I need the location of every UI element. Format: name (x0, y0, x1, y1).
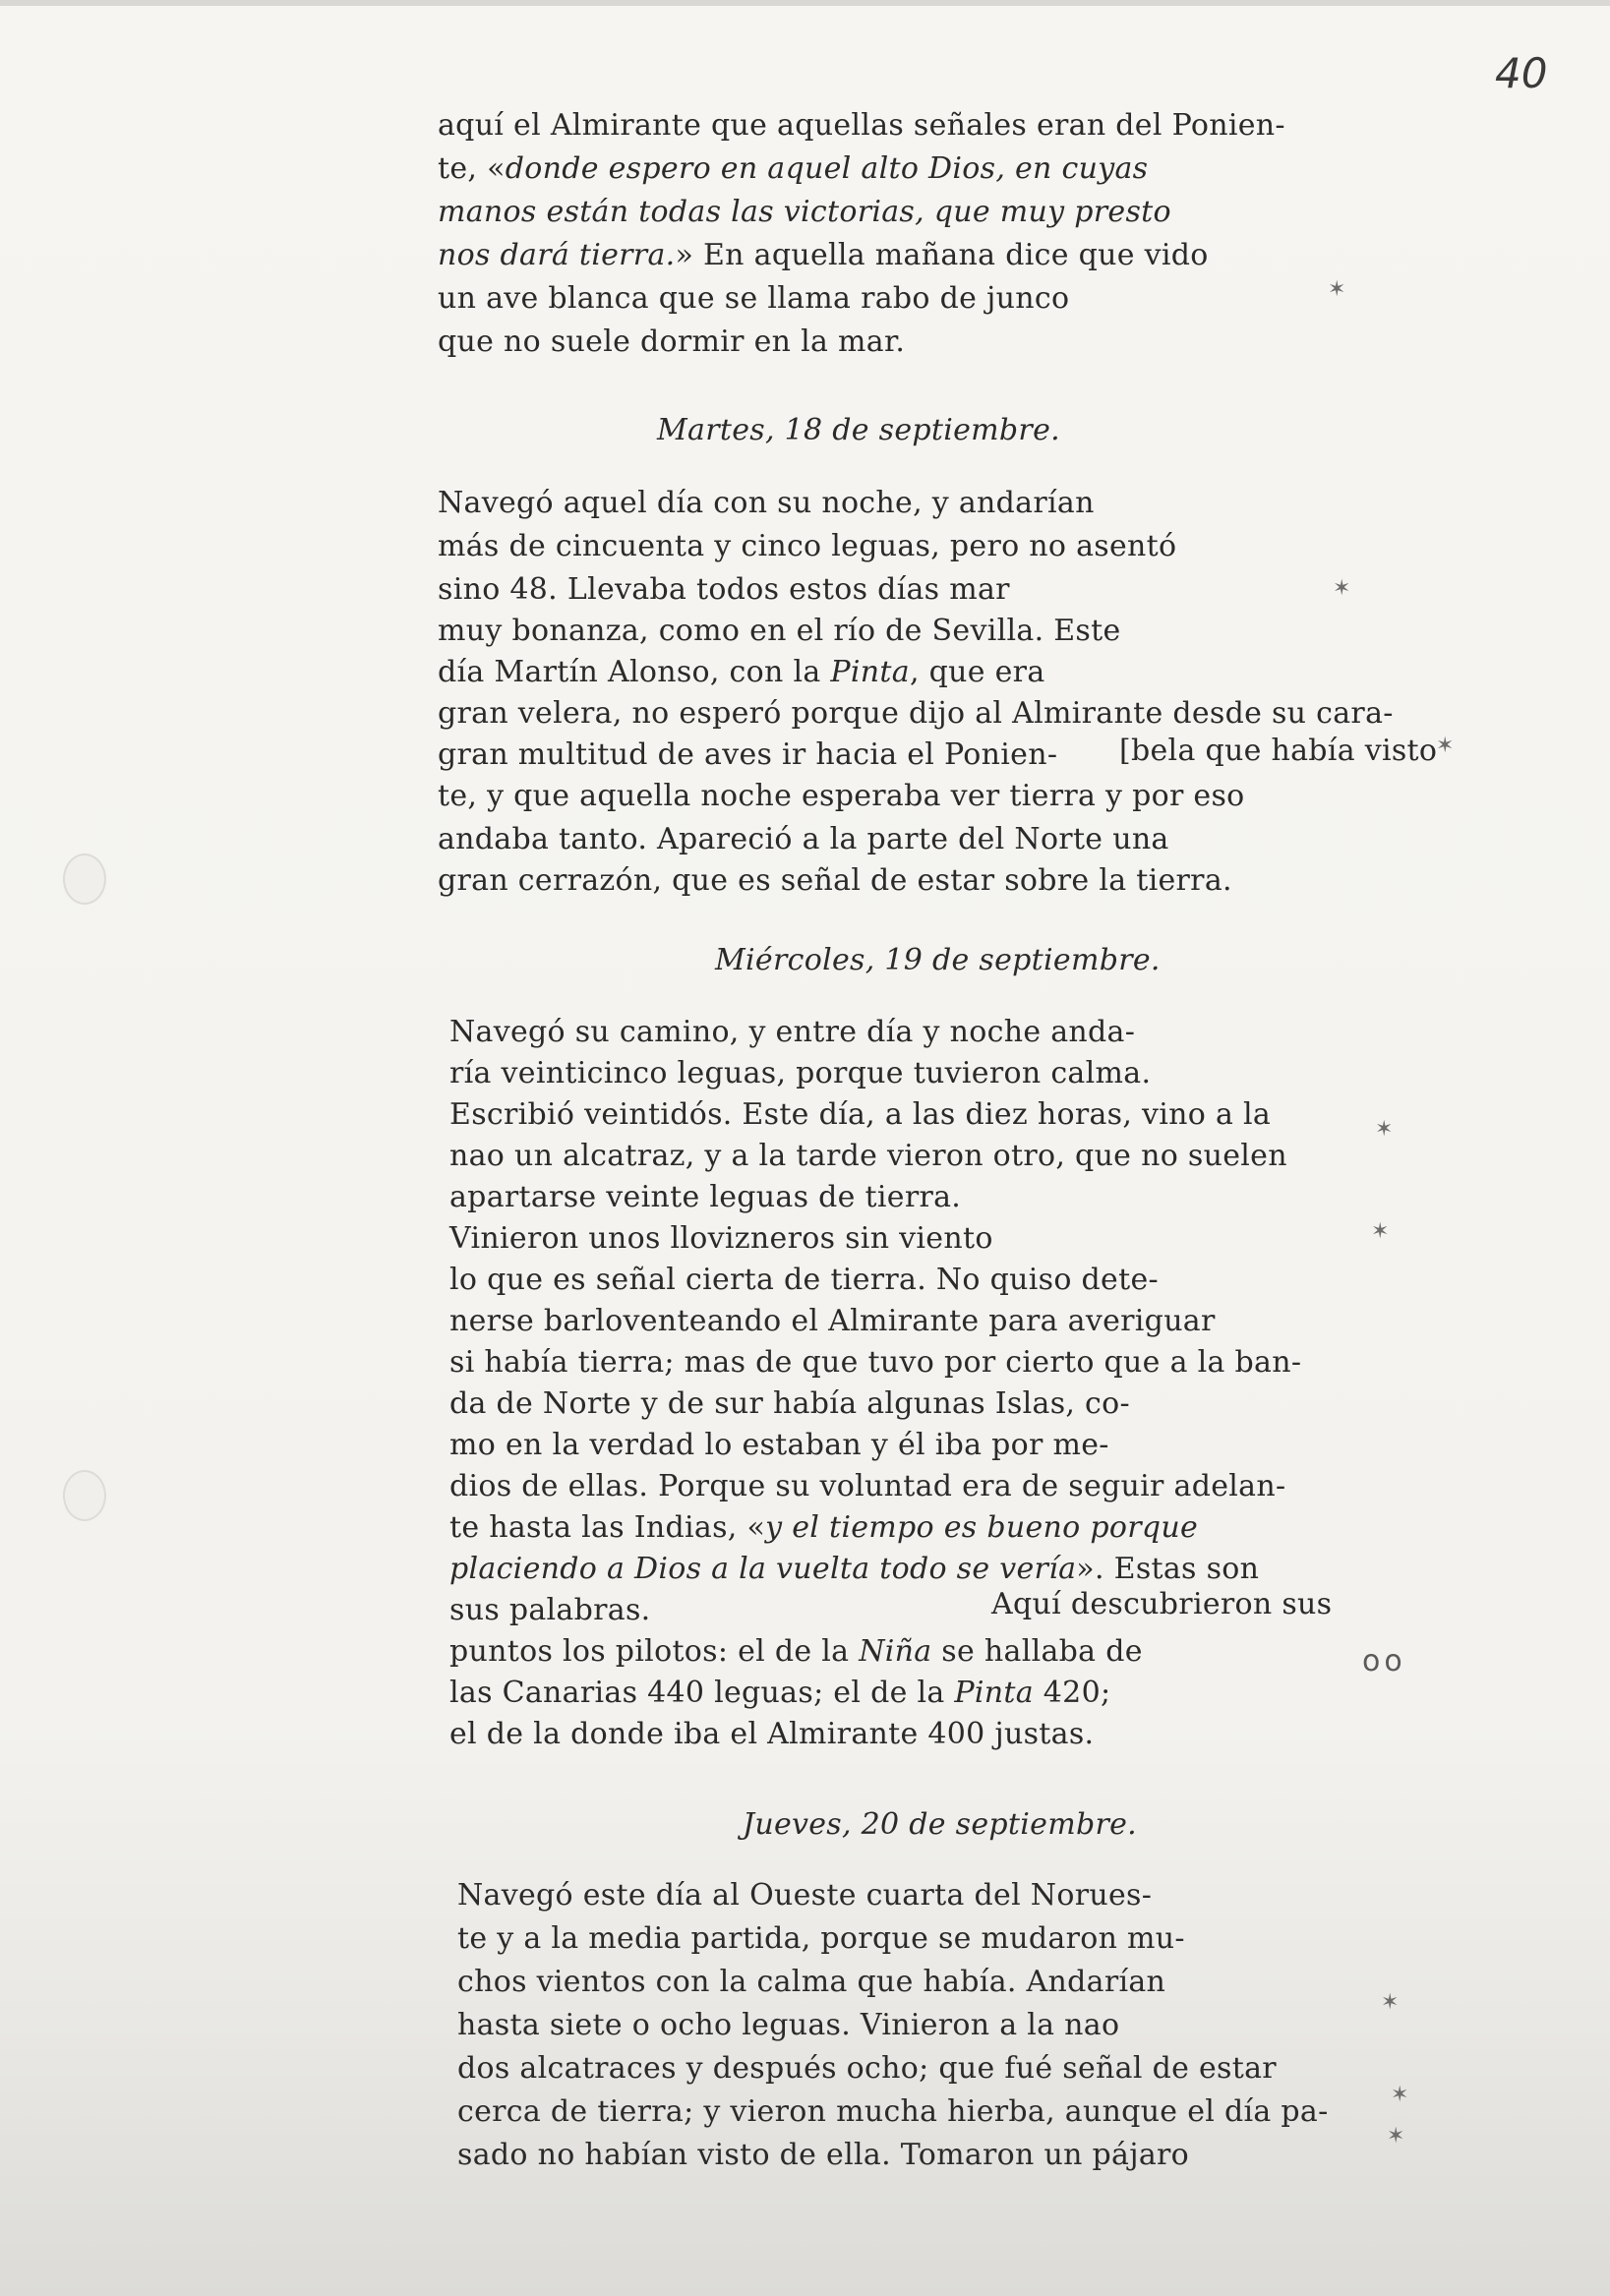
text-line: Navegó este día al Oueste cuarta del Norues- (457, 1878, 1153, 1913)
text-run: » En aquella mañana dice que vido (675, 238, 1209, 272)
text-line: el de la donde iba el Almirante 400 justas. (449, 1717, 1095, 1751)
text-run: se hallaba de (931, 1634, 1143, 1669)
page-top-edge (0, 0, 1610, 6)
text-line: Escribió veintidós. Este día, a las diez horas, vino a la (449, 1097, 1272, 1132)
text-line: apartarse veinte leguas de tierra. (449, 1180, 962, 1214)
text-line: da de Norte y de sur había algunas Islas, co- (449, 1386, 1130, 1421)
text-line: ría veinticinco leguas, porque tuvieron calma. (449, 1056, 1152, 1090)
date-heading: Jueves, 20 de septiembre. (743, 1807, 1138, 1842)
ship-name: Pinta (954, 1676, 1034, 1710)
punch-hole (63, 1470, 106, 1521)
margin-star-icon: ✶ (1436, 734, 1455, 758)
text-line: dos alcatraces y después ocho; que fué señal de estar (457, 2051, 1277, 2086)
text-line: lo que es señal cierta de tierra. No quiso dete- (449, 1263, 1159, 1297)
text-line (449, 1550, 1259, 1589)
text-line: aquí el Almirante que aquellas señales eran del Ponien- (438, 108, 1285, 143)
text-line: si había tierra; mas de que tuvo por cierto que a la ban- (449, 1345, 1302, 1380)
margin-star-icon: ✶ (1391, 2083, 1409, 2107)
text-line: hasta siete o ocho leguas. Vinieron a la nao (457, 2008, 1120, 2042)
quoted-text-line: manos están todas las victorias, que muy presto (438, 195, 1171, 229)
margin-star-icon: ✶ (1381, 1990, 1400, 2015)
margin-star-icon: ✶ (1375, 1117, 1394, 1142)
text-line: sino 48. Llevaba todos estos días mar (438, 572, 1010, 607)
text-line: gran velera, no esperó porque dijo al Almirante desde su cara- (438, 696, 1394, 731)
text-line: nao un alcatraz, y a la tarde vieron otro, que no suelen (449, 1139, 1287, 1173)
quoted-text: placiendo a Dios a la vuelta todo se vería (449, 1552, 1077, 1586)
text-line (449, 1674, 1110, 1713)
punch-hole (63, 854, 106, 905)
text-line: Navegó aquel día con su noche, y andarían (438, 486, 1095, 520)
page-number: 40 (1495, 49, 1548, 97)
margin-star-icon: ✶ (1328, 277, 1346, 302)
quoted-text: y el tiempo es bueno porque (765, 1510, 1199, 1545)
text-line: Aquí descubrieron sus (991, 1587, 1333, 1621)
margin-star-icon: ✶ (1371, 1219, 1390, 1244)
text-line: nerse barloventeando el Almirante para averiguar (449, 1304, 1216, 1338)
text-line: te, y que aquella noche esperaba ver tierra y por eso (438, 779, 1245, 813)
text-line: gran cerrazón, que es señal de estar sobre la tierra. (438, 863, 1232, 898)
text-line: cerca de tierra; y vieron mucha hierba, aunque el día pa- (457, 2094, 1329, 2129)
inserted-text: [bela que había visto (1119, 734, 1438, 768)
text-run: puntos los pilotos: el de la (449, 1634, 860, 1669)
text-line: gran multitud de aves ir hacia el Ponien- (438, 737, 1058, 772)
text-line: andaba tanto. Apareció a la parte del Norte una (438, 822, 1169, 856)
quoted-text: donde espero en aquel alto Dios, en cuyas (505, 151, 1149, 186)
text-line: mo en la verdad lo estaban y él iba por me- (449, 1428, 1109, 1462)
text-line: te y a la media partida, porque se mudaron mu- (457, 1921, 1185, 1956)
text-run: ». Estas son (1076, 1552, 1260, 1586)
text-line: sus palabras. (449, 1593, 651, 1627)
text-line: Navegó su camino, y entre día y noche anda- (449, 1015, 1136, 1049)
text-line (449, 1632, 1143, 1672)
text-line: más de cincuenta y cinco leguas, pero no asentó (438, 529, 1177, 563)
text-line: que no suele dormir en la mar. (438, 324, 906, 359)
text-line (438, 653, 1045, 692)
text-run: día Martín Alonso, con la (438, 655, 831, 689)
margin-star-icon: ✶ (1387, 2124, 1405, 2149)
text-run: las Canarias 440 leguas; el de la (449, 1676, 955, 1710)
text-line (449, 1508, 1198, 1548)
text-line (438, 236, 1209, 275)
ship-name: Pinta (830, 655, 910, 689)
text-run: te, « (438, 151, 506, 186)
text-line: Vinieron unos llovizneros sin viento (449, 1221, 993, 1256)
text-line: un ave blanca que se llama rabo de junco (438, 281, 1070, 316)
text-line (438, 149, 1148, 189)
text-run: te hasta las Indias, « (449, 1510, 766, 1545)
date-heading: Martes, 18 de septiembre. (657, 413, 1060, 447)
margin-star-icon: ✶ (1333, 576, 1351, 601)
ship-name: Niña (859, 1634, 932, 1669)
text-line: chos vientos con la calma que había. Andarían (457, 1965, 1166, 1999)
text-line: dios de ellas. Porque su voluntad era de seguir adelan- (449, 1469, 1286, 1503)
quoted-text: nos dará tierra. (438, 238, 676, 272)
date-heading: Miércoles, 19 de septiembre. (715, 943, 1161, 977)
text-line: sado no habían visto de ella. Tomaron un pájaro (457, 2138, 1190, 2172)
text-run: , que era (909, 655, 1045, 689)
text-run: 420; (1033, 1676, 1111, 1710)
text-line: muy bonanza, como en el río de Sevilla. Este (438, 614, 1121, 648)
margin-oo-mark: oo (1362, 1644, 1406, 1678)
